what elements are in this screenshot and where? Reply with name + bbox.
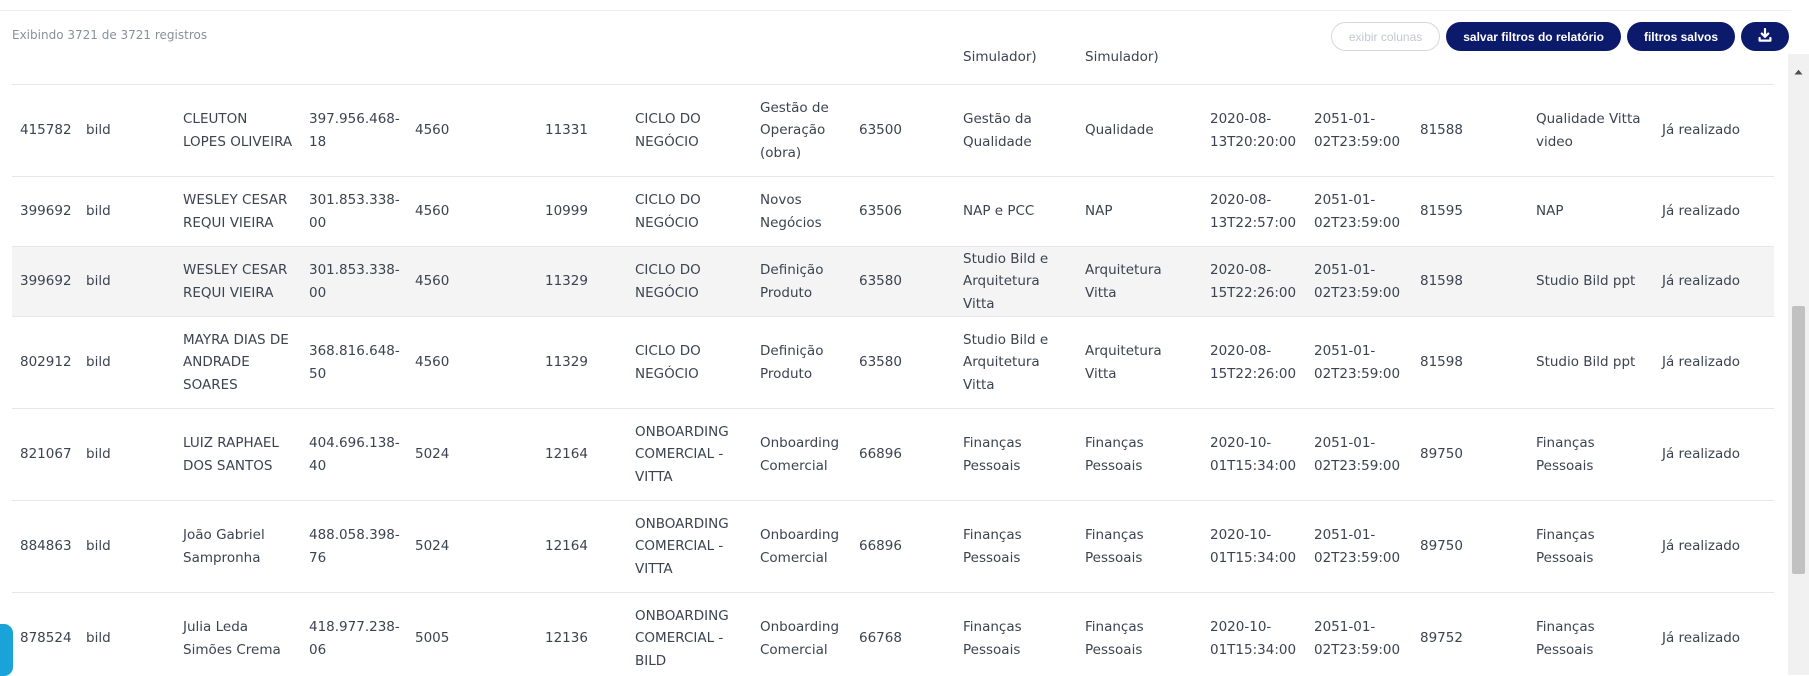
table-cell: Arquitetura Vitta	[1077, 247, 1202, 317]
table-cell: bild	[78, 177, 175, 247]
table-cell: Finanças Pessoais	[1077, 501, 1202, 593]
download-icon	[1758, 28, 1772, 45]
table-cell: Finanças Pessoais	[1077, 409, 1202, 501]
table-cell: Finanças Pessoais	[1528, 409, 1654, 501]
table-cell: Onboarding Comercial	[752, 501, 851, 593]
table-cell: 63580	[851, 317, 955, 409]
table-cell: bild	[78, 409, 175, 501]
table-cell: 404.696.138-40	[301, 409, 407, 501]
table-cell: 63506	[851, 177, 955, 247]
table-cell: 5005	[415, 630, 450, 647]
saved-filters-button[interactable]: filtros salvos	[1627, 22, 1735, 51]
table-cell: CICLO DO NEGÓCIO	[627, 247, 752, 317]
table-cell: Julia Leda Simões Crema	[183, 619, 281, 658]
table-cell: WESLEY CESAR REQUI VIEIRA	[175, 177, 301, 247]
table-cell: Qualidade Vitta video	[1528, 85, 1654, 177]
table-cell: bild	[78, 317, 175, 409]
table-cell: Gestão da Qualidade	[955, 85, 1077, 177]
table-cell: 399692	[12, 177, 78, 247]
table-cell: 12164	[537, 501, 627, 593]
table-cell: 2020-10-01T15:34:00	[1210, 619, 1297, 658]
table-cell: 89750	[1412, 409, 1528, 501]
table-cell: 81598	[1412, 247, 1528, 317]
table-cell: Studio Bild e Arquitetura Vitta	[955, 317, 1077, 409]
table-cell: 301.853.338-00	[301, 247, 407, 317]
table-cell: 89750	[1412, 501, 1528, 593]
top-divider	[0, 10, 1791, 11]
table-cell: LUIZ RAPHAEL DOS SANTOS	[175, 409, 301, 501]
table-cell: CICLO DO NEGÓCIO	[627, 177, 752, 247]
table-cell: 89752	[1420, 630, 1463, 647]
table-cell: Já realizado	[1662, 630, 1741, 647]
table-cell: João Gabriel Sampronha	[175, 501, 301, 593]
table-cell: NAP	[1077, 177, 1202, 247]
table-cell: Já realizado	[1654, 501, 1774, 593]
table-cell: WESLEY CESAR REQUI VIEIRA	[175, 247, 301, 317]
table-cell: 821067	[12, 409, 78, 501]
table-cell: Finanças Pessoais	[1528, 501, 1654, 593]
table-cell: 81598	[1412, 317, 1528, 409]
table-cell: MAYRA DIAS DE ANDRADE SOARES	[175, 317, 301, 409]
table-cell: Gestão de Operação (obra)	[752, 85, 851, 177]
table-cell: 2051-01-02T23:59:00	[1306, 85, 1412, 177]
scrollbar-thumb[interactable]	[1792, 306, 1805, 574]
table-row-partial	[12, 44, 1774, 85]
table-cell: ONBOARDING COMERCIAL - VITTA	[627, 501, 752, 593]
table-cell: 12136	[545, 630, 588, 647]
cell-text: Simulador)	[963, 49, 1037, 65]
table-cell: Já realizado	[1654, 317, 1774, 409]
table-cell: 2051-01-02T23:59:00	[1306, 409, 1412, 501]
table-cell: CICLO DO NEGÓCIO	[627, 317, 752, 409]
table-cell: 81588	[1412, 85, 1528, 177]
table-cell: 2051-01-02T23:59:00	[1306, 177, 1412, 247]
table-cell: 63580	[851, 247, 955, 317]
table-row[interactable]	[12, 317, 1774, 409]
table-cell: 368.816.648-50	[301, 317, 407, 409]
table-cell: Já realizado	[1654, 247, 1774, 317]
floating-side-tab[interactable]	[0, 624, 13, 676]
records-table	[12, 44, 1774, 675]
table-cell: 12164	[537, 409, 627, 501]
table-cell: 2051-01-02T23:59:00	[1306, 317, 1412, 409]
table-cell: 66768	[859, 630, 902, 647]
scroll-up-button[interactable]	[1788, 54, 1809, 84]
table-cell: 397.956.468-18	[301, 85, 407, 177]
table-row[interactable]	[12, 409, 1774, 501]
table-cell: Arquitetura Vitta	[1077, 317, 1202, 409]
caret-up-icon	[1794, 60, 1803, 79]
table-cell: 4560	[407, 247, 537, 317]
records-table-container	[12, 44, 1774, 675]
show-columns-button[interactable]: exibir colunas	[1331, 22, 1440, 51]
table-cell: bild	[86, 630, 111, 647]
table-cell: Novos Negócios	[752, 177, 851, 247]
table-cell: 2051-01-02T23:59:00	[1314, 619, 1401, 658]
table-cell: 415782	[12, 85, 78, 177]
table-cell: 2051-01-02T23:59:00	[1306, 247, 1412, 317]
table-cell: 4560	[407, 85, 537, 177]
table-cell: 488.058.398-76	[301, 501, 407, 593]
table-cell: CICLO DO NEGÓCIO	[627, 85, 752, 177]
table-cell: 399692	[12, 247, 78, 317]
table-cell: Finanças Pessoais	[1085, 619, 1144, 658]
table-cell: Onboarding Comercial	[760, 619, 840, 658]
table-cell: 11331	[537, 85, 627, 177]
table-cell	[1077, 44, 1202, 85]
table-cell: Onboarding Comercial	[752, 409, 851, 501]
table-cell: 884863	[12, 501, 78, 593]
table-cell: bild	[78, 247, 175, 317]
table-cell: Studio Bild ppt	[1528, 247, 1654, 317]
table-cell: 66896	[851, 409, 955, 501]
table-cell: 11329	[537, 247, 627, 317]
table-cell: 11329	[537, 317, 627, 409]
table-cell: Definição Produto	[752, 317, 851, 409]
table-cell: Já realizado	[1654, 177, 1774, 247]
table-cell: Finanças Pessoais	[955, 409, 1077, 501]
table-cell: Já realizado	[1654, 409, 1774, 501]
table-cell: NAP e PCC	[955, 177, 1077, 247]
table-cell: 2020-08-15T22:26:00	[1202, 247, 1306, 317]
table-cell: 4560	[407, 317, 537, 409]
table-cell: 2020-10-01T15:34:00	[1202, 409, 1306, 501]
table-cell: ONBOARDING COMERCIAL - BILD	[635, 607, 729, 669]
table-cell: ONBOARDING COMERCIAL - VITTA	[627, 409, 752, 501]
cell-text: Simulador)	[1085, 49, 1159, 65]
table-cell: Qualidade	[1077, 85, 1202, 177]
table-cell: 5024	[407, 501, 537, 593]
table-cell: bild	[78, 85, 175, 177]
table-cell: 2051-01-02T23:59:00	[1306, 501, 1412, 593]
table-cell: Definição Produto	[752, 247, 851, 317]
table-row[interactable]	[12, 177, 1774, 247]
table-cell: 2020-08-13T22:57:00	[1202, 177, 1306, 247]
records-count: Exibindo 3721 de 3721 registros	[12, 28, 208, 42]
table-cell: Já realizado	[1654, 85, 1774, 177]
table-cell: NAP	[1528, 177, 1654, 247]
table-cell: 10999	[537, 177, 627, 247]
save-filters-button[interactable]: salvar filtros do relatório	[1446, 22, 1621, 51]
table-cell: 2020-08-13T20:20:00	[1202, 85, 1306, 177]
table-cell: 301.853.338-00	[301, 177, 407, 247]
table-cell: Finanças Pessoais	[955, 501, 1077, 593]
table-cell: Finanças Pessoais	[963, 619, 1022, 658]
table-row[interactable]	[12, 501, 1774, 593]
table-cell: 878524	[20, 630, 72, 647]
table-cell: Studio Bild ppt	[1528, 317, 1654, 409]
table-cell: 2020-08-15T22:26:00	[1202, 317, 1306, 409]
table-cell: bild	[78, 501, 175, 593]
table-cell: 4560	[407, 177, 537, 247]
table-cell: 81595	[1412, 177, 1528, 247]
table-cell: 5024	[407, 409, 537, 501]
table-row[interactable]	[12, 85, 1774, 177]
table-row[interactable]	[12, 593, 1774, 676]
table-cell: CLEUTON LOPES OLIVEIRA	[175, 85, 301, 177]
table-cell: 418.977.238-06	[309, 619, 400, 658]
table-cell	[955, 44, 1077, 85]
table-cell: 63500	[851, 85, 955, 177]
table-cell: 2020-10-01T15:34:00	[1202, 501, 1306, 593]
table-cell: Studio Bild e Arquitetura Vitta	[955, 247, 1077, 317]
table-cell: Finanças Pessoais	[1536, 619, 1595, 658]
table-cell: 66896	[851, 501, 955, 593]
table-row[interactable]	[12, 247, 1774, 317]
table-cell: 802912	[12, 317, 78, 409]
